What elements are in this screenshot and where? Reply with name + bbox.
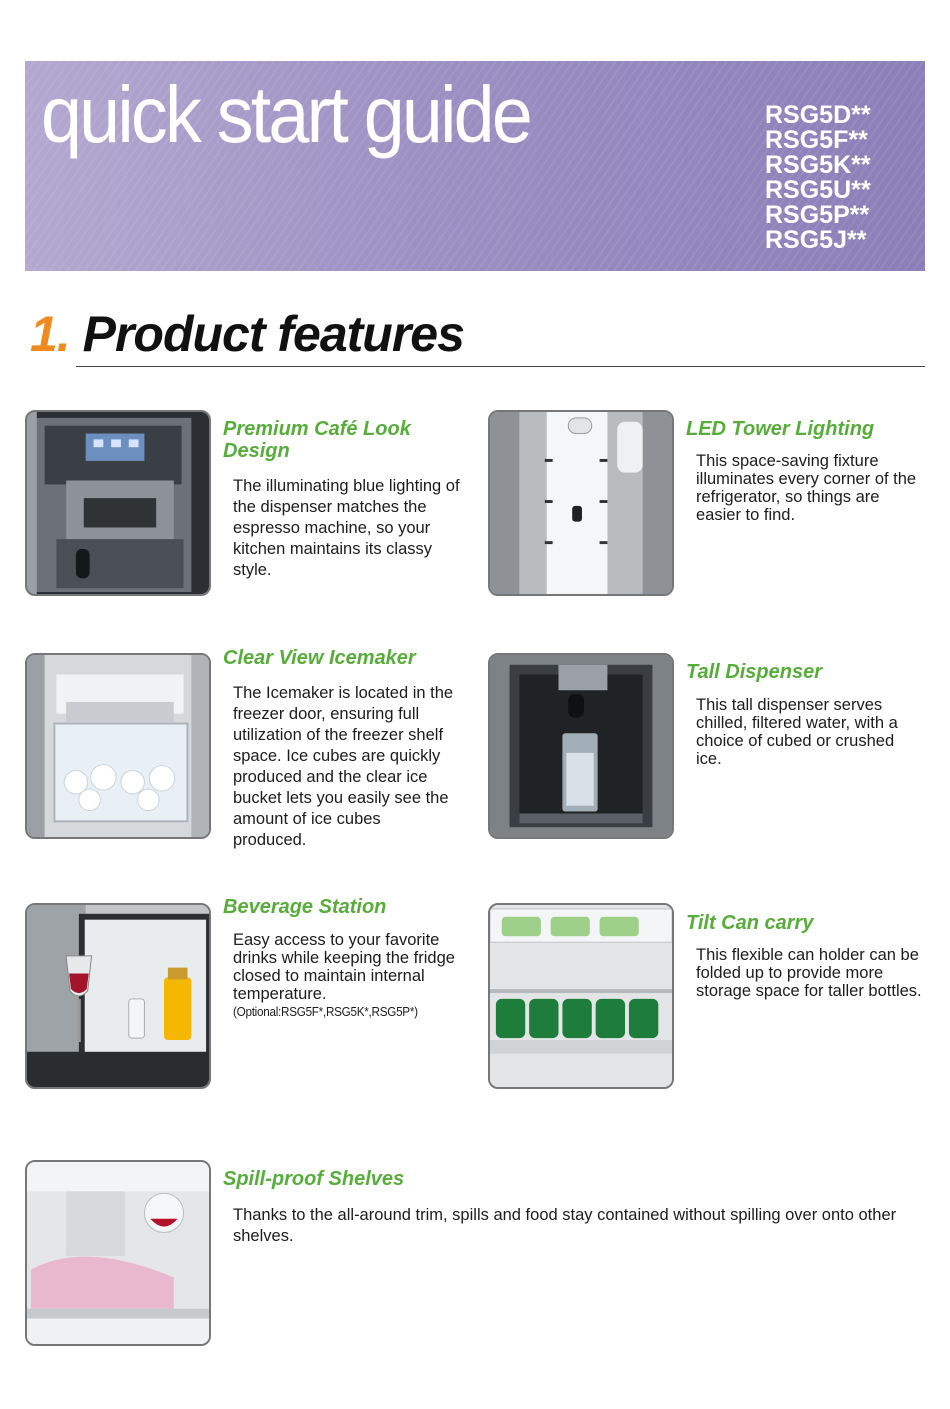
model-number: RSG5F** (765, 126, 868, 154)
guide-title: quick start guide (41, 70, 531, 159)
feature-description: The Icemaker is located in the freezer door, ensuring full utilization of the freezer shelf space. Ice cubes are quickly produced and the clear ice bucket lets you easily see the amount of ice cubes produced. (233, 684, 454, 849)
feature-description-text: Easy access to your favorite drinks while keeping the fridge closed to maintain internal temperature. (233, 931, 455, 1003)
feature-title: Beverage Station (223, 896, 387, 918)
model-number: RSG5K** (765, 151, 871, 179)
feature-description: This space-saving fixture illuminates every corner of the refrigerator, so things are easier to find. (696, 452, 917, 524)
model-number: RSG5D** (765, 101, 871, 129)
section-title: Product features (82, 306, 464, 362)
feature-description: This flexible can holder can be folded up to provide more storage space for taller bottles. (696, 946, 922, 1000)
photo-cafe-dispenser (25, 410, 211, 596)
feature-title: LED Tower Lighting (686, 418, 875, 440)
photo-tall-dispenser (488, 653, 674, 839)
photo-icemaker (25, 653, 211, 839)
model-list (765, 103, 871, 253)
section-divider (76, 366, 925, 367)
header-banner (25, 61, 925, 271)
feature-description: This tall dispenser serves chilled, filtered water, with a choice of cubed or crushed ice. (696, 696, 898, 768)
feature-title: Clear View Icemaker (223, 647, 416, 669)
model-number: RSG5P** (765, 201, 870, 229)
optional-models-note: (Optional:RSG5F*,RSG5K*,RSG5P*) (233, 1004, 418, 1019)
model-number: RSG5U** (765, 176, 871, 204)
feature-title: Tilt Can carry (686, 912, 814, 934)
photo-tilt-can-carry (488, 903, 674, 1089)
feature-title: Spill-proof Shelves (223, 1168, 405, 1190)
feature-title: Premium Café Look Design (223, 418, 411, 462)
photo-beverage-station (25, 903, 211, 1089)
feature-description (233, 931, 468, 1021)
feature-title: Tall Dispenser (686, 661, 822, 683)
section-heading (30, 305, 464, 363)
feature-description: The illuminating blue lighting of the dispenser matches the espresso machine, so your kitchen maintains its classy style. (233, 477, 460, 579)
model-number: RSG5J** (765, 226, 867, 254)
photo-led-tower (488, 410, 674, 596)
section-number: 1. (30, 306, 70, 362)
photo-spill-proof-shelves (25, 1160, 211, 1346)
feature-description: Thanks to the all-around trim, spills and food stay contained without spilling over onto other shelves. (233, 1206, 897, 1245)
